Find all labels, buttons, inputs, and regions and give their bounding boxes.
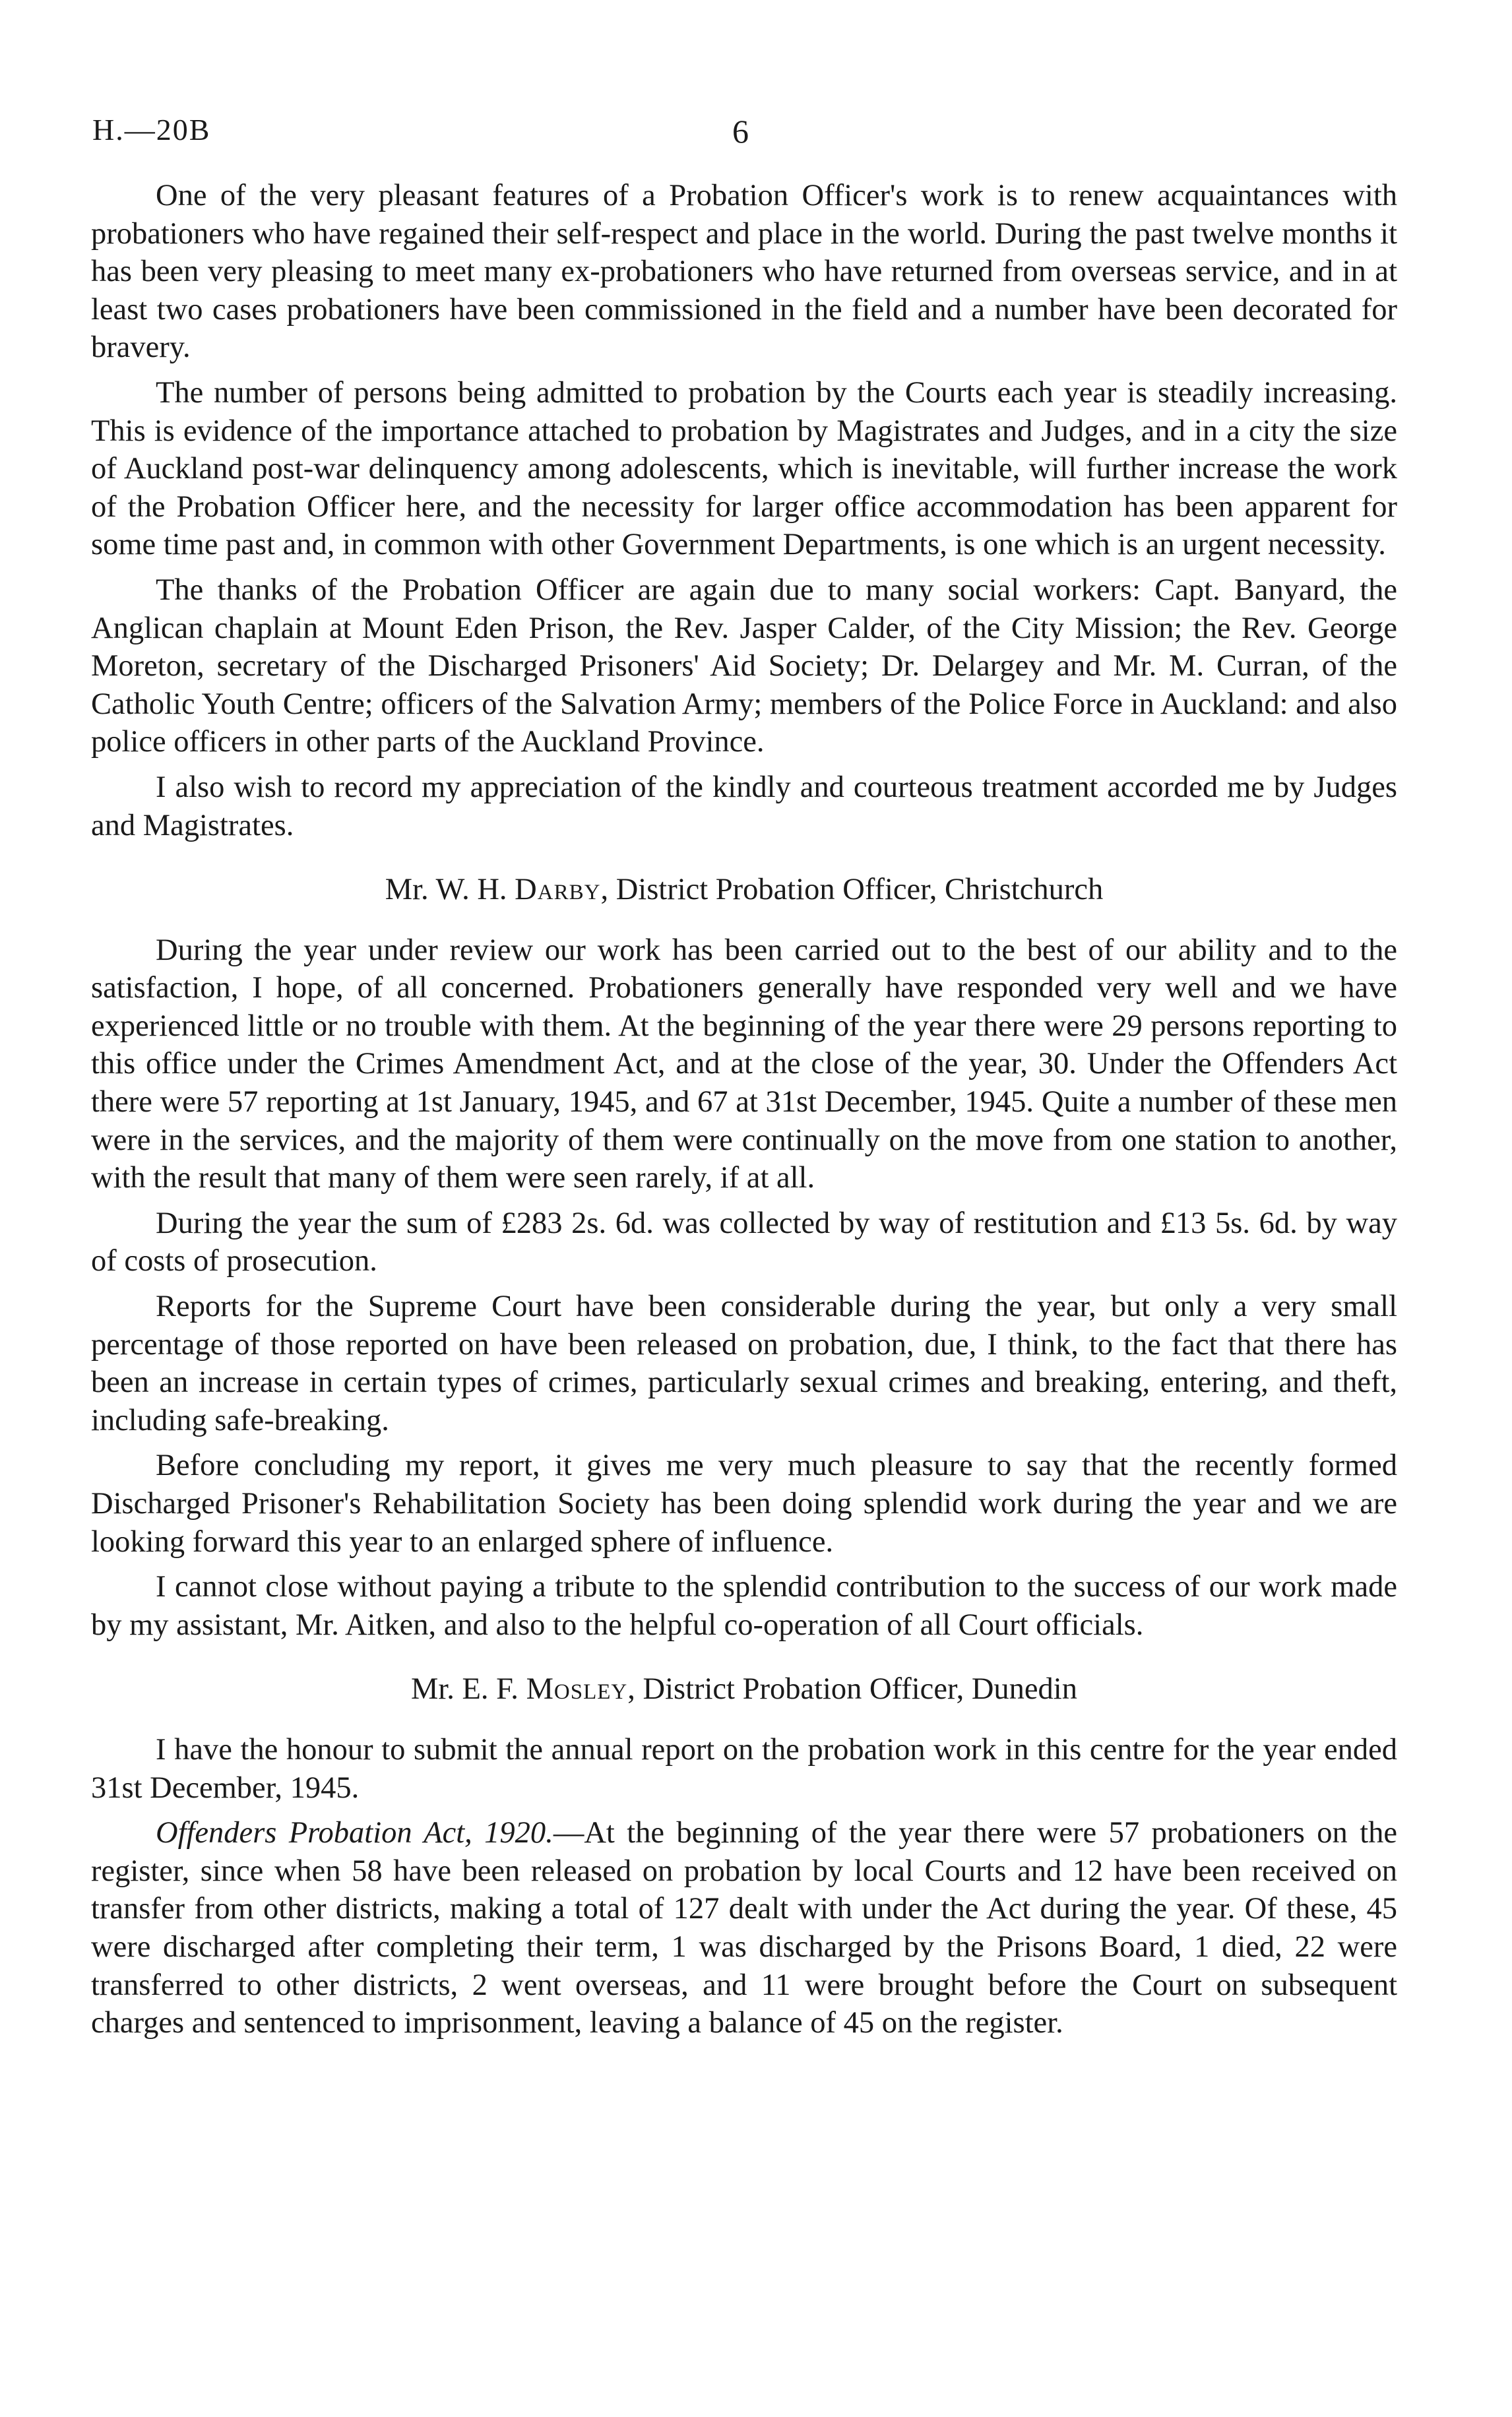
darby-paragraph-1: During the year under review our work has been carried out to the best of our ability and to the satisfaction, I hope, of all concerned. Probationers generally have responded very well and we have experienced little or no trouble with them. At the beginning of the year there were 29 persons reporting to this office under the Crimes Amendment Act, and at the close of the year, 30. Under the Offenders Act there were 57 reporting at 1st January, 1945, and 67 at 31st December, 1945. Quite a number of these men were in the services, and the majority of them were continually on the move from one station to another, with the result that many of them were seen rarely, if at all. xyxy=(91,933,1397,1195)
intro-paragraph-1: One of the very pleasant features of a Probation Officer's work is to renew acquaintances with probationers who have regained their self-respect and place in the world. During the past twelve months it has been very pleasing to meet many ex-probationers who have returned from overseas service, and in at least two cases probationers have been commissioned in the field and a number have been decorated for bravery. xyxy=(91,179,1397,365)
mosley-heading-suffix: , District Probation Officer, Dunedin xyxy=(627,1672,1077,1707)
mosley-paragraph-2 xyxy=(91,1814,1397,2042)
document-code: H.—20B xyxy=(92,113,211,146)
darby-heading-prefix: Mr. W. H. xyxy=(385,873,507,907)
act-text: —At the beginning of the year there were 57 probationers on the register, since when 58 have been released on probation by local Courts and 12 have been received on transfer from other districts, making a total of 127 dealt with under the Act during the year. Of these, 45 were discharged after completing their term, 1 was discharged by the Prisons Board, 1 died, 22 were transferred to other districts, 2 went overseas, and 11 were brought before the Court on subsequent charges and sentenced to imprisonment, leaving a balance of 45 on the register. xyxy=(91,1816,1398,2040)
page-header xyxy=(92,112,1420,158)
darby-heading-suffix: , District Probation Officer, Christchurch xyxy=(600,873,1104,907)
intro-paragraph-2: The number of persons being admitted to probation by the Courts each year is steadily increasing. This is evidence of the importance attached to probation by Magistrates and Judges, and in a city the size of Auckland post-war delinquency among adolescents, which is inevitable, will further increase the work of the Probation Officer here, and the necessity for larger office accommodation has been apparent for some time past and, in common with other Government Departments, is one which is an urgent necessity. xyxy=(91,375,1397,562)
section-heading-darby xyxy=(91,871,1397,909)
mosley-heading-name: Mosley xyxy=(526,1672,628,1707)
intro-paragraph-4: I also wish to record my appreciation of the kindly and courteous treatment accorded me by Judges and Magistrates. xyxy=(91,770,1397,842)
mosley-paragraph-1: I have the honour to submit the annual report on the probation work in this centre for the year ended 31st December, 1945. xyxy=(91,1732,1397,1805)
page-number: 6 xyxy=(732,113,749,150)
intro-paragraph-3: The thanks of the Probation Officer are again due to many social workers: Capt. Banyard, the Anglican chaplain at Mount Eden Prison, the Rev. Jasper Calder, of the City Mission; the Rev. George Moreton, secretary of the Discharged Prisoners' Aid Society; Dr. Delargey and Mr. M. Curran, of the Catholic Youth Centre; officers of the Salvation Army; members of the Police Force in Auckland: and also police officers in other parts of the Auckland Province. xyxy=(91,573,1397,759)
darby-heading-name: Darby xyxy=(515,873,601,907)
mosley-heading-prefix: Mr. E. F. xyxy=(411,1672,519,1707)
act-title: Offenders Probation Act, 1920. xyxy=(156,1816,553,1850)
report-body xyxy=(91,177,1397,2050)
darby-paragraph-4: Before concluding my report, it gives me very much pleasure to say that the recently formed Discharged Prisoner's Rehabilitation Society has been doing splendid work during the year and we are looking forward this year to an enlarged sphere of influence. xyxy=(91,1449,1397,1559)
darby-paragraph-5: I cannot close without paying a tribute to the splendid contribution to the success of our work made by my assistant, Mr. Aitken, and also to the helpful co-operation of all Court officials. xyxy=(91,1570,1397,1642)
darby-paragraph-3: Reports for the Supreme Court have been considerable during the year, but only a very small percentage of those reported on have been released on probation, due, I think, to the fact that there has been an increase in certain types of crimes, particularly sexual crimes and breaking, entering, and theft, including safe-breaking. xyxy=(91,1290,1397,1437)
darby-paragraph-2: During the year the sum of £283 2s. 6d. was collected by way of restitution and £13 5s. 6d. by way of costs of prosecution. xyxy=(91,1206,1397,1278)
section-heading-mosley xyxy=(91,1670,1397,1709)
